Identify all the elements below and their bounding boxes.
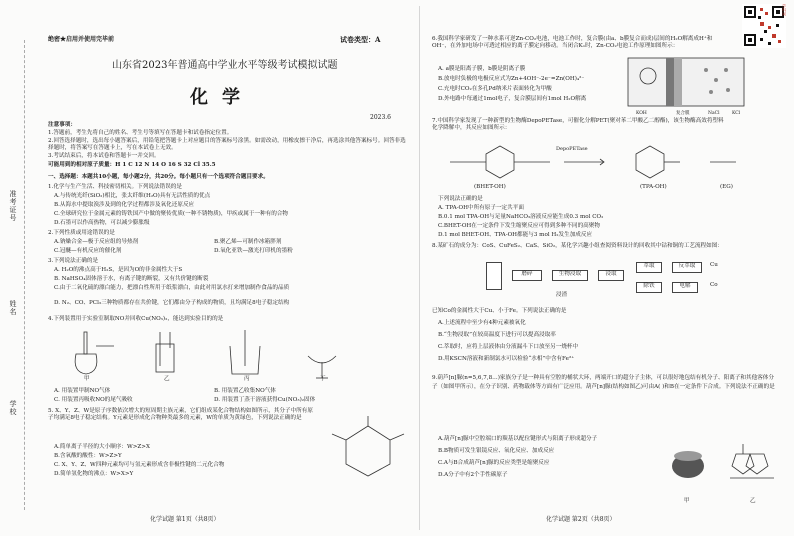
benzene-ring-2 [636, 146, 664, 178]
q6-option-c: C.充电时CO₂在多孔Pd纳米片表面转化为甲酸 [438, 86, 552, 92]
q8-lead: 已知Co的金属性大于Cu、小于Fe。下列说法正确的是 [432, 308, 567, 314]
q4-fig-label-3: 丙 [244, 376, 250, 382]
q3-option-b: B. NaHSO₄固体溶于水，有离子键的断裂，又有共价键的断裂 [54, 276, 209, 282]
flask-shape [75, 354, 97, 374]
q4-option-c: C. 用装置丙吸收NO的尾气吸收 [54, 397, 133, 403]
notes-item-2: 2.回答选择题时，选出每小题答案后，用铅笔把答题卡上对应题目的答案标号涂黑。如需改动，用橡皮擦干净后，再选涂其他答案标号。回答非选择题时，将答案写在答题卡上，写在本试卷上无效。 [48, 138, 406, 151]
q4-option-d: D. 用装置丁蒸干溶液获得Cu(NO₃)₂固体 [214, 397, 316, 403]
flow-box-leach: 浸取 [598, 270, 624, 281]
funnel-stem [84, 332, 87, 354]
barrel-rim [674, 451, 702, 461]
q5-structure-figure [326, 414, 410, 486]
pd-particle [726, 88, 730, 92]
q6-option-a: A. a膜是阳离子膜，b膜是阴离子膜 [438, 66, 526, 72]
q8-option-b: B.“生物浸取”在较高温度下进行可以提高浸取率 [438, 332, 556, 338]
q1-option-c: C.全球研究位于金属元素的铸铁国产中做的聚传优质(一种不锈物质)，甲疾或属于一种有的合物 [54, 211, 288, 217]
q6-fig-label-4: KCl [732, 111, 741, 116]
sidebar-label-name: 姓名 [9, 300, 17, 316]
q9-option-b: B.B物质可发生银镜反应、氧化反应、加成反应 [438, 448, 555, 454]
q7-reaction-figure [440, 138, 740, 182]
glycoluril-ring-2 [746, 454, 768, 474]
q5-option-d: D.简单氢化物的沸点：W>X>Y [54, 471, 134, 477]
q5-option-c: C. X、Y、Z、W四种元素均可与氢元素形成含非极性键的二元化合物 [54, 462, 225, 468]
watermark-text: 学科网 [782, 4, 787, 16]
q4-stem: 4.下列装置用于实验室制取NO并回收Cu(NO₃)₂，能达到实验目的的是 [48, 316, 224, 322]
q6-option-b: B.放电时负极的电极反应式为Zn+4OH⁻-2e⁻=Zn(OH)₄²⁻ [438, 76, 585, 82]
q1-option-a: A.与传统光纤(SiO₂)相比，张太纤维(H₂O)具有无活性质的优点 [54, 193, 211, 199]
ring-shape [346, 426, 390, 476]
flow-cu: Cu [710, 262, 718, 268]
q2-option-b: B.聚乙烯—可制作冰箱胖剂 [214, 239, 282, 245]
right-bond [390, 434, 404, 440]
q7-lead: 下列说法正确的是 [438, 196, 483, 202]
flow-box-remove-iron: 除铁 [636, 282, 662, 293]
flow-box-ore [486, 262, 502, 290]
q7-option-b: B.0.1 mol TPA-OH与足量NaHCO₃溶液反应能生成0.3 mol CO₂ [438, 214, 604, 220]
notes-item-3: 3.考试结束后，将本试卷和答题卡一并交回。 [48, 153, 160, 159]
section1-heading: 一、选择题：本题共10小题，每小题2分，共20分。每小题只有一个选项符合题目要求。 [48, 174, 269, 180]
q6-option-d: D.外电路中每通过1mol电子，复合膜层间有1mol H₂O解离 [438, 96, 587, 102]
pd-particle [704, 68, 708, 72]
q7-enzyme-label: DepoPETase [556, 146, 588, 152]
q8-stem: 8.某矿石的成分为：CoS、CuFeS₂、CaS、SiO₂，某化学兴趣小组查阅资料设计的回收其中钴和铜的工艺流程如图： [432, 243, 723, 249]
q8-option-a: A.上述流程中至少有4种元素被氧化 [438, 320, 526, 326]
q6-stem: 6.我国科学家研发了一种水系可逆Zn-CO₂电池，电池工作时，复合膜(由a、b膜复合而成)层间的H₂O解离成H⁺和OH⁻，在外加电场中可透过相应的离子膜定向移动。当闭合K₁时，Zn-CO₂电池工作原理如图所示： [432, 36, 713, 49]
q7-option-a: A. TPA-OH中所有原子一定共平面 [438, 205, 524, 211]
notes-item-1: 1.答题前，考生先将自己的姓名、考生号等填写在答题卡和试卷指定位置。 [48, 130, 233, 136]
page2-footer: 化学试题 第2页（共8页） [546, 516, 616, 523]
pd-particle [709, 90, 713, 94]
q9-molecule-figure [666, 436, 786, 496]
membrane-b [674, 58, 682, 106]
q9-fig-label-1: 甲 [684, 498, 690, 504]
q4-option-b: B. 用装置乙收集NO气体 [214, 388, 276, 394]
pd-particle [714, 78, 718, 82]
q7-compound-2: (TPA-OH) [640, 184, 667, 190]
q1-option-b: B.从海水中提取溴涉及到的化学过程都涉及氧化还原反应 [54, 202, 195, 208]
secret-label: 绝密★启用并使用完毕前 [48, 36, 115, 43]
q6-fig-label-2: 复合膜 [676, 111, 690, 116]
q7-option-d: D.1 mol BHET-OH、TPA-OH都能与3 mol H₂发生加成反应 [438, 232, 593, 238]
page1-footer: 化学试题 第1页（共8页） [150, 516, 220, 523]
q5-stem: 5. X、Y、Z、W是原子序数依次增大的短周期主族元素，它们组成某化合物结构如图所示，其分子中所有原子均满足8电子稳定结构。Y元素是形成化合物种类最多的元素，W的单质为黄绿色，下列说法正确的是 [48, 408, 313, 421]
glycoluril-ring-1 [732, 454, 754, 474]
q6-battery-figure [626, 56, 746, 108]
q7-compound-3: (EG) [720, 184, 733, 190]
flow-residue: 浸渣 [556, 292, 568, 298]
q1-stem: 1.化学与生产生活、科技密切相关。下列说法错误的是 [48, 184, 182, 190]
q7-compound-1: (BHET-OH) [474, 184, 506, 190]
q3-stem: 3.下列说法正确的是 [48, 258, 99, 264]
q2-option-c: C.冠醚—有机反应的催化剂 [54, 248, 122, 254]
q9-stem: 9.葫芦[n]脲(n=5,6,7,8…)家族分子是一种具有空腔的桶状大环，两端开口的超分子主体，可以很好地包结有机分子、阳离子和其他客体分子（如图甲所示），在分子识别、药物载体等方面有广泛应用。葫芦[n]脲(结构如图乙)可由A( )和B在一定条件下合成。下列说法不正确的是 [432, 375, 775, 390]
qr-code [742, 4, 786, 48]
q6-fig-label-3: NaCl [708, 111, 720, 116]
q4-option-a: A. 用装置甲制NO气体 [54, 388, 111, 394]
q3-option-c: C.由于二氧化硫的漂白能力，把漂白性所用于纸浆漂白，由此对用氯水打来增加制作食品的品质 [54, 285, 290, 291]
evaporating-dish [308, 356, 336, 363]
q6-fig-label-1: KOH [636, 111, 647, 116]
q5-option-a: A.简单离子半径的大小顺序：W>Z>X [54, 444, 150, 450]
q2-option-a: A.钠燥合金—极于反应组的导热剂 [54, 239, 139, 245]
q1-option-d: D.石墨可以作高热物，可以减少膨胀级 [54, 220, 150, 226]
q4-fig-label-4: 丁 [320, 376, 326, 382]
notes-heading: 注意事项： [48, 122, 76, 128]
q7-stem: 7.中国科学家发现了一种新型的生物酶DepoPETase，可催化分解PET(聚对苯二甲酸乙二醇酯)，该生物酶高效将塑料化学降解中，其反应如图所示： [432, 118, 724, 131]
flow-box-strip: 反萃取 [672, 262, 702, 273]
left-bond [332, 434, 346, 440]
q4-apparatus-figure [70, 326, 390, 384]
q3-option-a: A. H₂O的沸点高于H₂S，是因为O的非金属性大于S [54, 267, 183, 273]
q5-option-b: B.含氧酸的酸性：W>Z>Y [54, 453, 122, 459]
q9-option-a: A.葫芦[n]脲中空腔端口的羰基以配位键形式与阳离子形成超分子 [438, 436, 598, 442]
benzene-ring-1 [486, 146, 514, 178]
q4-fig-label-2: 乙 [164, 376, 170, 382]
q9-fig-label-2: 乙 [750, 498, 756, 504]
flow-box-grind: 磨碎 [512, 270, 542, 281]
q8-option-d: D.用KSCN溶液和新制氯水可以检验“水相”中含有Fe²⁺ [438, 356, 575, 362]
flow-co: Co [710, 282, 718, 288]
q2-stem: 2.下列性质或用途错误的是 [48, 230, 115, 236]
paper-type: 试卷类型：A [340, 35, 381, 44]
membrane-a [666, 58, 674, 106]
q4-fig-label-1: 甲 [84, 376, 90, 382]
cell-frame [628, 58, 744, 106]
q8-option-c: C.萃取时，应将上层液体由分液漏斗下口放至另一烧杯中 [438, 344, 579, 350]
flow-box-electrolysis: 电解 [672, 282, 698, 293]
q7-option-c: C.BHET-OH在一定条件下发生缩聚反应可得到多种不同的高聚物 [438, 223, 600, 229]
atomic-mass: 可能用到的相对原子质量：H 1 C 12 N 14 O 16 S 32 Cl 35.5 [48, 162, 216, 168]
exam-title: 山东省2023年普通高中学业水平等级考试模拟试题 [112, 60, 338, 71]
pd-particle [724, 68, 728, 72]
sidebar-label-school: 学校 [9, 400, 17, 416]
flow-box-bioleach: 生物浸取 [552, 270, 588, 281]
q9-option-c: C.A与B合成葫芦[n]脲的反应类型是缩聚反应 [438, 460, 550, 466]
q9-option-d: D.A分子中有2个手性碳原子 [438, 472, 508, 478]
sidebar-label-exam-number: 准考证号 [9, 190, 17, 222]
page-2 [420, 0, 794, 536]
q3-option-d: D. N₂、CO、PCl₃三种物质都存在共价键，它们都由分子构成的物质，且均满足8电子稳定结构 [54, 300, 290, 306]
gas-bottle [156, 344, 174, 372]
exam-date: 2023.6 [370, 114, 391, 121]
flow-box-extract: 萃取 [636, 262, 662, 273]
q2-option-d: D.氧化亚铁—激光打印机的墨粉 [214, 248, 293, 254]
subject-title: 化学 [190, 87, 254, 108]
